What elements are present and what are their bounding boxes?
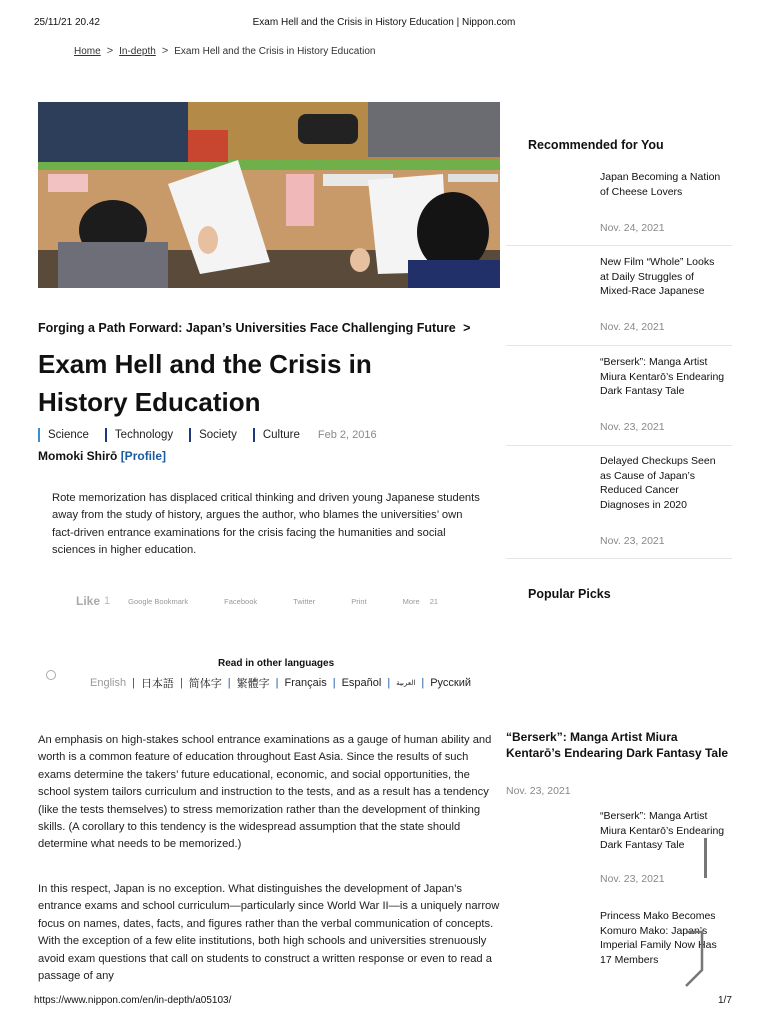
language-separator: |: [421, 677, 425, 689]
language-french[interactable]: Français: [284, 677, 327, 689]
breadcrumb-separator-icon: >: [106, 45, 114, 57]
language-separator: |: [179, 677, 183, 689]
tag-label: Culture: [262, 429, 300, 441]
popular-item-date: Nov. 23, 2021: [600, 873, 665, 885]
share-bar: [76, 592, 476, 610]
language-separator: |: [275, 677, 279, 689]
recommended-item-title: Japan Becoming a Nation of Cheese Lovers: [600, 171, 721, 198]
series-label: Forging a Path Forward: Japan’s Universities Face Challenging Future: [38, 321, 456, 335]
breadcrumb-current: Exam Hell and the Crisis in History Education: [174, 45, 376, 57]
popular-heading: Popular Picks: [528, 587, 611, 601]
breadcrumb-separator-icon: >: [161, 45, 169, 57]
breadcrumb-home-link[interactable]: Home: [74, 45, 101, 57]
series-link[interactable]: [38, 321, 470, 335]
language-separator: |: [387, 677, 391, 689]
popular-item-title[interactable]: “Berserk”: Manga Artist Miura Kentarō’s Endearing Dark Fantasy Tale: [600, 810, 725, 852]
tag-label: Science: [48, 429, 89, 441]
article-lead: Rote memorization has displaced critical thinking and driven young Japanese students away from the study of history, argues the author, who blames the universities’ own fact-driven entrance examinations for the crisis facing the humanities and social sciences in higher education.: [52, 492, 480, 557]
recommended-item[interactable]: [506, 170, 732, 246]
print-page-title: Exam Hell and the Crisis in History Education | Nippon.com: [252, 17, 516, 28]
language-russian[interactable]: Русский: [430, 677, 472, 689]
more-share-count: 21: [429, 596, 439, 606]
language-separator: |: [332, 677, 336, 689]
slider-bracket-icon[interactable]: [695, 838, 707, 878]
author-name: Momoki Shirō: [38, 449, 118, 463]
recommended-item-title: Delayed Checkups Seen as Cause of Japan’s Reduced Cancer Diagnoses in 2020: [600, 455, 716, 511]
recommended-item-date: Nov. 23, 2021: [600, 421, 665, 433]
tag-label: Society: [199, 429, 237, 441]
print-page-number: 1/7: [718, 995, 732, 1006]
tag-color-bar: [105, 428, 107, 442]
other-languages-heading: Read in other languages: [218, 658, 335, 669]
chevron-right-icon: >: [463, 321, 471, 335]
more-share-button[interactable]: More: [402, 596, 420, 606]
facebook-share-button[interactable]: Facebook: [224, 596, 258, 606]
recommended-item-title: New Film “Whole” Looks at Daily Struggles of Mixed-Race Japanese: [600, 256, 715, 298]
tag-technology[interactable]: [105, 428, 173, 442]
tag-color-bar: [38, 428, 40, 442]
recommended-heading: Recommended for You: [528, 138, 664, 152]
tag-label: Technology: [114, 429, 174, 441]
print-datetime: 25/11/21 20.42: [34, 17, 100, 28]
hero-image: [38, 102, 500, 288]
like-button[interactable]: Like: [76, 594, 101, 608]
language-separator: |: [132, 677, 135, 689]
divider: [506, 445, 732, 446]
recommended-item[interactable]: [506, 454, 732, 559]
author-line: [38, 449, 166, 463]
language-traditional-chinese[interactable]: 繁體字: [236, 678, 270, 690]
language-english: English: [90, 677, 127, 689]
print-url: https://www.nippon.com/en/in-depth/a05103/: [34, 995, 232, 1006]
language-list: [90, 675, 471, 691]
divider: [506, 245, 732, 246]
tag-list: [38, 428, 377, 442]
like-count: 1: [104, 595, 111, 607]
author-profile-link[interactable]: [Profile]: [120, 449, 167, 463]
globe-icon: [46, 670, 56, 680]
divider: [506, 345, 732, 346]
tag-culture[interactable]: [253, 428, 300, 442]
divider: [506, 558, 732, 559]
article-paragraph: In this respect, Japan is no exception. What distinguishes the development of Japan’s entrance exams and school curriculum—particularly since World War II—is a uniquely narrow focus on names, dates, facts, and figures rather than the verbal communication of concepts. With the exception of a few elite institutions, both high schools and universities strenuously avoid exam questions that call on students to construct a written response or even to read a passage of any: [38, 883, 500, 983]
twitter-share-button[interactable]: Twitter: [293, 596, 316, 606]
article-date: Feb 2, 2016: [317, 429, 377, 441]
recommended-item[interactable]: [506, 355, 732, 446]
language-spanish[interactable]: Español: [341, 677, 382, 689]
tag-society[interactable]: [189, 428, 237, 442]
google-bookmark-button[interactable]: Google Bookmark: [128, 596, 189, 606]
language-arabic[interactable]: العربية: [396, 680, 416, 687]
language-simplified-chinese[interactable]: 简体字: [188, 678, 222, 690]
recommended-item-date: Nov. 24, 2021: [600, 321, 665, 333]
article-paragraph: An emphasis on high-stakes school entrance examinations as a gauge of human ability and worth is a common feature of education throughout East Asia. Since the results of such exams determine the takers’ future educational, economic, and social opportunities, the school system tailors curriculum and instruction to the tests, and as a result has a tendency (like the tests themselves) to stress memorization rather than the development of thinking skills. (A corollary to this tendency is the widespread assumption that the state should determine what needs to be memorized.): [38, 734, 492, 851]
recommended-item-date: Nov. 24, 2021: [600, 222, 665, 234]
article-title: Exam Hell and the Crisis in History Education: [38, 349, 372, 417]
tag-color-bar: [189, 428, 191, 442]
recommended-item[interactable]: [506, 255, 732, 346]
recommended-item-title: “Berserk”: Manga Artist Miura Kentarō’s Endearing Dark Fantasy Tale: [600, 356, 725, 398]
chevron-right-icon[interactable]: [680, 930, 710, 988]
language-separator: |: [227, 677, 231, 689]
breadcrumb: [74, 45, 375, 57]
popular-main-title[interactable]: “Berserk”: Manga Artist Miura Kentarō’s Endearing Dark Fantasy Tale: [506, 730, 729, 761]
print-button[interactable]: Print: [351, 596, 367, 606]
language-japanese[interactable]: 日本語: [140, 678, 174, 690]
breadcrumb-section-link[interactable]: In-depth: [119, 45, 156, 57]
tag-color-bar: [253, 428, 255, 442]
recommended-item-date: Nov. 23, 2021: [600, 535, 665, 547]
popular-item-title[interactable]: Princess Mako Becomes Komuro Mako: Japan’s Imperial Family Now Has 17 Members: [600, 910, 717, 966]
popular-main-date: Nov. 23, 2021: [506, 785, 571, 797]
tag-science[interactable]: [38, 428, 89, 442]
